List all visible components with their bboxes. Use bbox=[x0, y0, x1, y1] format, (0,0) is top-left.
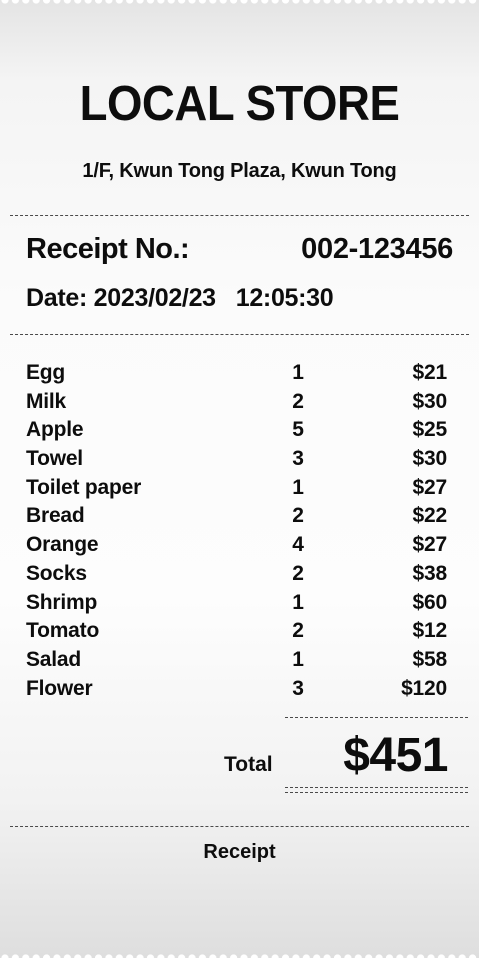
total-label: Total bbox=[224, 753, 273, 776]
item-price: $60 bbox=[412, 590, 447, 614]
item-quantity: 3 bbox=[292, 676, 304, 700]
item-row bbox=[26, 677, 447, 706]
item-quantity: 4 bbox=[292, 533, 304, 557]
item-row bbox=[26, 361, 447, 390]
item-quantity: 2 bbox=[292, 504, 304, 528]
total-value: $451 bbox=[343, 729, 448, 782]
item-price: $30 bbox=[412, 447, 447, 471]
item-row bbox=[26, 619, 447, 648]
receipt-number-label: Receipt No.: bbox=[26, 233, 190, 265]
item-name: Milk bbox=[26, 389, 67, 413]
store-name: LOCAL STORE bbox=[79, 77, 400, 131]
item-row bbox=[26, 418, 447, 447]
item-quantity: 2 bbox=[292, 389, 304, 413]
receipt-number-value: 002-123456 bbox=[301, 233, 453, 265]
item-price: $27 bbox=[412, 533, 447, 557]
item-quantity: 1 bbox=[292, 361, 304, 384]
divider bbox=[10, 826, 469, 827]
total-divider-top bbox=[285, 717, 468, 718]
store-address: 1/F, Kwun Tong Plaza, Kwun Tong bbox=[82, 160, 397, 182]
item-name: Apple bbox=[26, 418, 84, 442]
perforated-bottom-edge bbox=[0, 953, 479, 958]
item-row bbox=[26, 591, 447, 620]
item-name: Orange bbox=[26, 533, 99, 557]
item-quantity: 3 bbox=[292, 447, 304, 471]
total-divider-bottom bbox=[285, 787, 468, 788]
item-price: $27 bbox=[412, 475, 447, 499]
item-quantity: 1 bbox=[292, 590, 304, 614]
item-quantity: 2 bbox=[292, 619, 304, 643]
item-name: Tomato bbox=[26, 619, 100, 643]
divider bbox=[10, 215, 469, 216]
item-row bbox=[26, 648, 447, 677]
item-row bbox=[26, 390, 447, 419]
item-name: Shrimp bbox=[26, 590, 98, 614]
perforated-top-edge bbox=[0, 0, 479, 5]
item-name: Toilet paper bbox=[26, 475, 142, 499]
item-quantity: 5 bbox=[292, 418, 304, 442]
item-row bbox=[26, 447, 447, 476]
total-divider-bottom bbox=[285, 792, 468, 793]
divider bbox=[10, 334, 469, 335]
item-name: Flower bbox=[26, 676, 93, 700]
receipt-date-time: Date: 2023/02/23 12:05:30 bbox=[26, 284, 334, 312]
item-price: $38 bbox=[412, 561, 447, 585]
item-quantity: 2 bbox=[292, 561, 304, 585]
item-price: $120 bbox=[401, 676, 447, 700]
item-list bbox=[26, 361, 447, 705]
item-name: Towel bbox=[26, 447, 83, 471]
item-price: $12 bbox=[412, 619, 447, 643]
item-name: Socks bbox=[26, 561, 87, 585]
item-name: Egg bbox=[26, 361, 66, 384]
item-price: $21 bbox=[412, 361, 447, 384]
item-name: Salad bbox=[26, 647, 82, 671]
item-price: $58 bbox=[412, 647, 447, 671]
item-price: $25 bbox=[412, 418, 447, 442]
item-price: $30 bbox=[412, 389, 447, 413]
item-quantity: 1 bbox=[292, 475, 304, 499]
item-row bbox=[26, 476, 447, 505]
footer-label: Receipt bbox=[203, 841, 276, 863]
item-row bbox=[26, 504, 447, 533]
item-row bbox=[26, 562, 447, 591]
item-row bbox=[26, 533, 447, 562]
item-quantity: 1 bbox=[292, 647, 304, 671]
item-price: $22 bbox=[412, 504, 447, 528]
item-name: Bread bbox=[26, 504, 85, 528]
